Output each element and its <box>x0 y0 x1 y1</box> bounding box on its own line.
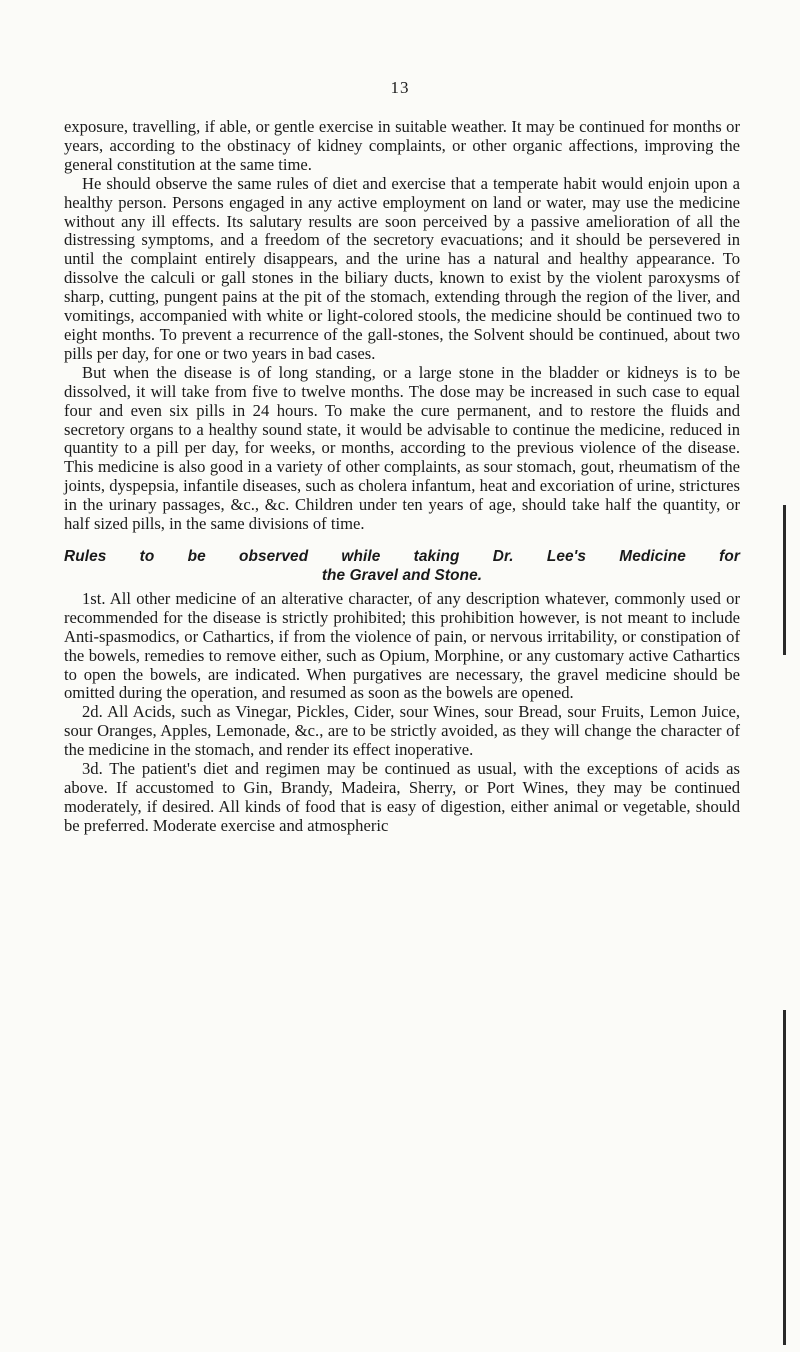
rule-item: 3d. The patient's diet and regimen may be continued as usual, with the exceptions of acids as above. If accustomed to Gin, Brandy, Madeira, Sherry, or Port Wines, they may be continued moderately, if desired. All kinds of food that is easy of digestion, either animal or vegetable, should be preferred. Moderate exercise and atmospheric <box>64 759 740 835</box>
page-edge-shadow <box>783 1010 786 1345</box>
rules-heading <box>64 547 740 585</box>
paragraph: He should observe the same rules of diet and exercise that a temperate habit would enjoin upon a healthy person. Persons engaged in any active employment on land or water, may use the medicine without any ill effects. Its salutary results are soon perceived by a passive amelioration of all the distressing symptoms, and a freedom of the secretory evacuations; and it should be persevered in until the complaint entirely disappears, and the urine has a natural and healthy appearance. To dissolve the calculi or gall stones in the biliary ducts, known to exist by the violent paroxysms of sharp, cutting, pungent pains at the pit of the stomach, extending through the region of the liver, and vomitings, accompanied with white or light-colored stools, the medicine should be continued two to eight months. To prevent a recurrence of the gall-stones, the Solvent should be continued, about two pills per day, for one or two years in bad cases. <box>64 173 740 363</box>
rule-item: 2d. All Acids, such as Vinegar, Pickles, Cider, sour Wines, sour Bread, sour Fruits, Lemon Juice, sour Oranges, Apples, Lemonade, &c., are to be strictly avoided, as they will change the character of the medicine in the stomach, and render its effect inoperative. <box>64 702 740 760</box>
paragraph: But when the disease is of long standing, or a large stone in the bladder or kidneys is to be dissolved, it will take from five to twelve months. The dose may be increased in such case to equal four and even six pills in 24 hours. To make the cure permanent, and to restore the fluids and secretory organs to a healthy sound state, it would be advisable to continue the medicine, reduced in quantity to a pill per day, for weeks, or months, according to the previous violence of the disease. This medicine is also good in a variety of other complaints, as sour stomach, gout, rheumatism of the joints, dyspepsia, infantile diseases, such as cholera infantum, heat and excoriation of urine, strictures in the urinary passages, &c., &c. Children under ten years of age, should take half the quantity, or half sized pills, in the same divisions of time. <box>64 362 740 534</box>
rule-item: 1st. All other medicine of an alterative character, of any description whatever, commonly used or recommended for the disease is strictly prohibited; this prohibition however, is not meant to include Anti-spasmodics, or Cathartics, if from the violence of pain, or nervous irritability, or constipation of the bowels, remedies to remove either, such as Opium, Morphine, or any customary active Cathartics to open the bowels, are indicated. When purgatives are necessary, the gravel medicine should be omitted during the operation, and resumed as soon as the bowels are opened. <box>64 588 740 703</box>
rules-heading-line-2: the Gravel and Stone. <box>321 566 483 584</box>
page-number: 13 <box>390 78 410 97</box>
rules-heading-line-1: Rules to be observed while taking Dr. Lee's Medicine for <box>64 547 740 565</box>
page-edge-shadow <box>783 505 786 655</box>
paragraph: exposure, travelling, if able, or gentle exercise in suitable weather. It may be continued for months or years, according to the obstinacy of kidney complaints, or other organic affections, improving the general constitution at the same time. <box>64 117 740 174</box>
body-text <box>64 118 740 836</box>
